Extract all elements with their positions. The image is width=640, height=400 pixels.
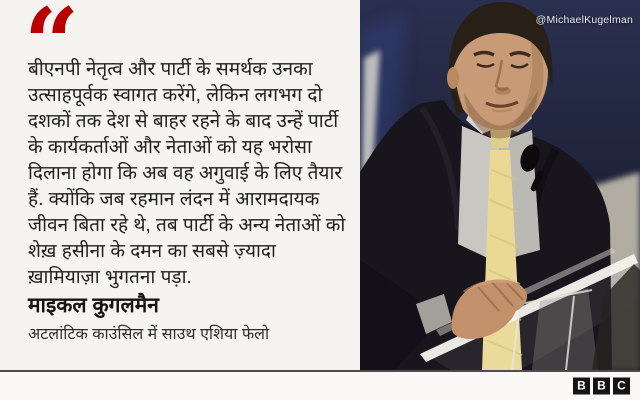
quote-line: दिलाना होगा कि अब वह अगुवाई के लिए तैयार	[28, 163, 343, 184]
bbc-letter-block: B	[593, 378, 610, 395]
quote-line: उत्साहपूर्वक स्वागत करेंगे, लेकिन लगभग दो	[28, 85, 323, 106]
quote-line: दशकों तक देश से बाहर रहने के बाद उन्हें पार्टी	[28, 111, 339, 132]
attribution-name: माइकल कुगलमैन	[28, 294, 159, 317]
speaker-photo-illustration	[360, 0, 640, 370]
bottom-bar	[0, 370, 640, 400]
quote-line: शेख़ हसीना के दमन का सबसे ज़्यादा	[28, 241, 276, 262]
photo-credit: @MichaelKugelman	[535, 14, 633, 26]
bbc-logo	[573, 378, 630, 395]
quote-line: जीवन बिता रहे थे, तब पार्टी के अन्य नेताओं को	[28, 215, 346, 236]
bbc-letter-block: C	[613, 378, 630, 395]
quote-line: बीएनपी नेतृत्व और पार्टी के समर्थक उनका	[28, 59, 313, 80]
quote-line: के कार्यकर्ताओं और नेताओं को यह भरोसा	[28, 137, 312, 158]
quote-text	[28, 57, 364, 291]
quote-line: हैं. क्योंकि जब रहमान लंदन में आरामदायक	[28, 189, 320, 210]
attribution-role: अटलांटिक काउंसिल में साउथ एशिया फेलो	[28, 326, 270, 343]
open-quote-icon: “	[24, 0, 76, 100]
speaker-photo	[360, 0, 640, 370]
quote-line: ख़ामियाज़ा भुगतना पड़ा.	[28, 267, 192, 288]
bbc-letter-block: B	[573, 378, 590, 395]
